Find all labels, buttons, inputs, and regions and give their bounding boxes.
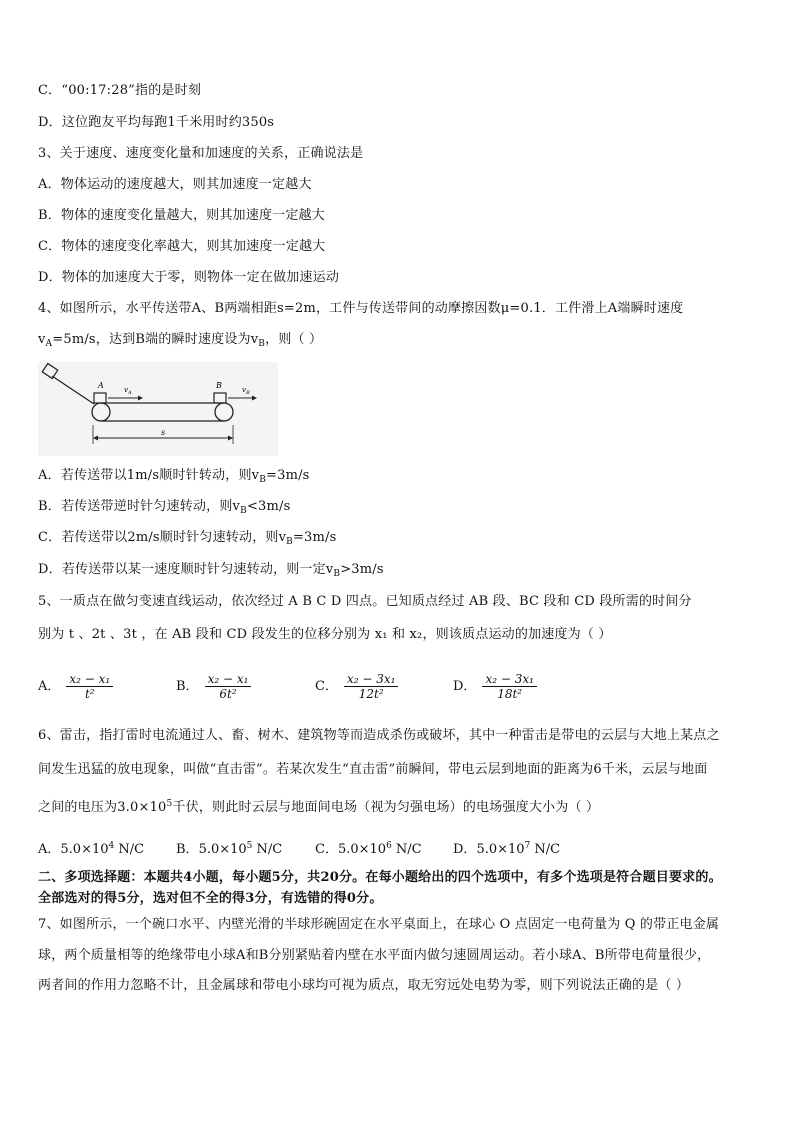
q4-stem-mid: =5m/s，达到B端的瞬时速度设为v [52, 332, 259, 347]
q7-stem-line3: 两者间的作用力忽略不计，且金属球和带电小球均可视为质点，取无穷远处电势为零，则下列说法正确的是（ ） [38, 978, 690, 993]
va-subscript: A [45, 339, 53, 349]
q5-option-c: C． $\frac{\text{x₂ − 3x₁}}{\text{12t²}}$ [315, 672, 398, 701]
q7-stem-line2: 球，两个质量相等的绝缘带电小球A和B分别紧贴着内壁在水平面内做匀速圆周运动。若小球A、B所带电荷量很少， [38, 948, 711, 963]
fig-label-a: A [98, 381, 104, 390]
q6-option-c: C．$5.0\times 10^6$ N/C [315, 841, 422, 857]
q4-option-d: D．若传送带以某一速度顺时针匀速转动，则一定$v_B>3m/s$ [38, 562, 384, 579]
vb-subscript: B [258, 339, 266, 349]
q4-option-b: B．若传送带逆时针匀速转动，则$v_B<3m/s$ [38, 499, 291, 516]
q6-stem-line1: 6、雷击，指打雷时电流通过人、畜、树木、建筑物等而造成杀伤或破坏，其中一种雷击是带电的云层与大地上某点之 [38, 728, 720, 743]
section2-heading-line1: 二、多项选择题：本题共4小题，每小题5分，共20分。在每小题给出的四个选项中，有多个选项是符合题目要求的。 [38, 870, 722, 885]
q4-option-c: C．若传送带以2m/s顺时针匀速转动，则$v_B=3m/s$ [38, 530, 337, 547]
q3-option-b: B．物体的速度变化量越大，则其加速度一定越大 [38, 208, 325, 223]
q4-option-a: A．若传送带以1m/s顺时针转动，则$v_B=3m/s$ [38, 468, 310, 485]
q3-option-c: C．物体的速度变化率越大，则其加速度一定越大 [38, 239, 326, 254]
conveyor-figure [38, 362, 278, 456]
section2-heading-line2: 全部选对的得5分，选对但不全的得3分，有选错的得0分。 [38, 891, 383, 906]
fig-label-va: $v_A$ [124, 386, 132, 396]
va-symbol: v [38, 332, 46, 347]
q4-stem-line1: 4、如图所示，水平传送带A、B两端相距s=2m，工件与传送带间的动摩擦因数μ=0.1．工件滑上A端瞬时速度 [38, 301, 684, 316]
q4-stem-line2 [38, 332, 758, 352]
q6-option-d: D．$5.0\times 10^7$ N/C [453, 841, 561, 857]
fig-label-vb: $v_B$ [242, 386, 250, 396]
q6-stem-line3: 之间的电压为$3.0\times 10^5$千伏，则此时云层与地面间电场（视为匀强电场）的电场强度大小为（ ） [38, 799, 600, 815]
q7-stem-line1: 7、如图所示，一个碗口水平、内壁光滑的半球形碗固定在水平桌面上，在球心 O 点固定一电荷量为 Q 的带正电金属 [38, 917, 720, 932]
q3-option-a: A．物体运动的速度越大，则其加速度一定越大 [38, 177, 312, 192]
fig-label-s: s [161, 428, 166, 437]
q5-stem-line1: 5、一质点在做匀变速直线运动，依次经过 A B C D 四点。已知质点经过 AB 段、BC 段和 CD 段所需的时间分 [38, 594, 692, 609]
q6-stem-line2: 间发生迅猛的放电现象，叫做“直击雷”。若某次发生“直击雷”前瞬间，带电云层到地面的距离为6千米，云层与地面 [38, 762, 708, 777]
q6-option-b: B．$5.0\times 10^5$ N/C [176, 841, 283, 857]
q5-option-b: B． $\frac{\text{x₂ − x₁}}{\text{6t²}}$ [176, 672, 251, 701]
q4-stem-end: ，则（ ） [265, 332, 323, 347]
q2-option-c: C．“00:17:28”指的是时刻 [38, 83, 202, 98]
q5-stem-line2: 别为 t 、2t 、3t ，在 AB 段和 CD 段发生的位移分别为 x₁ 和 x₂，则该质点运动的加速度为（ ） [38, 627, 612, 642]
fig-label-b: B [216, 381, 222, 390]
q5-option-a: A． $\frac{\text{x₂ − x₁}}{\text{t²}}$ [38, 672, 113, 701]
q6-option-a: A．$5.0\times 10^4$ N/C [38, 841, 145, 857]
q3-option-d: D．物体的加速度大于零，则物体一定在做加速运动 [38, 270, 340, 285]
q5-option-d: D． $\frac{\text{x₂ − 3x₁}}{\text{18t²}}$ [453, 672, 537, 701]
q2-option-d: D．这位跑友平均每跑1千米用时约350s [38, 115, 275, 130]
q3-stem: 3、关于速度、速度变化量和加速度的关系，正确说法是 [38, 146, 364, 161]
